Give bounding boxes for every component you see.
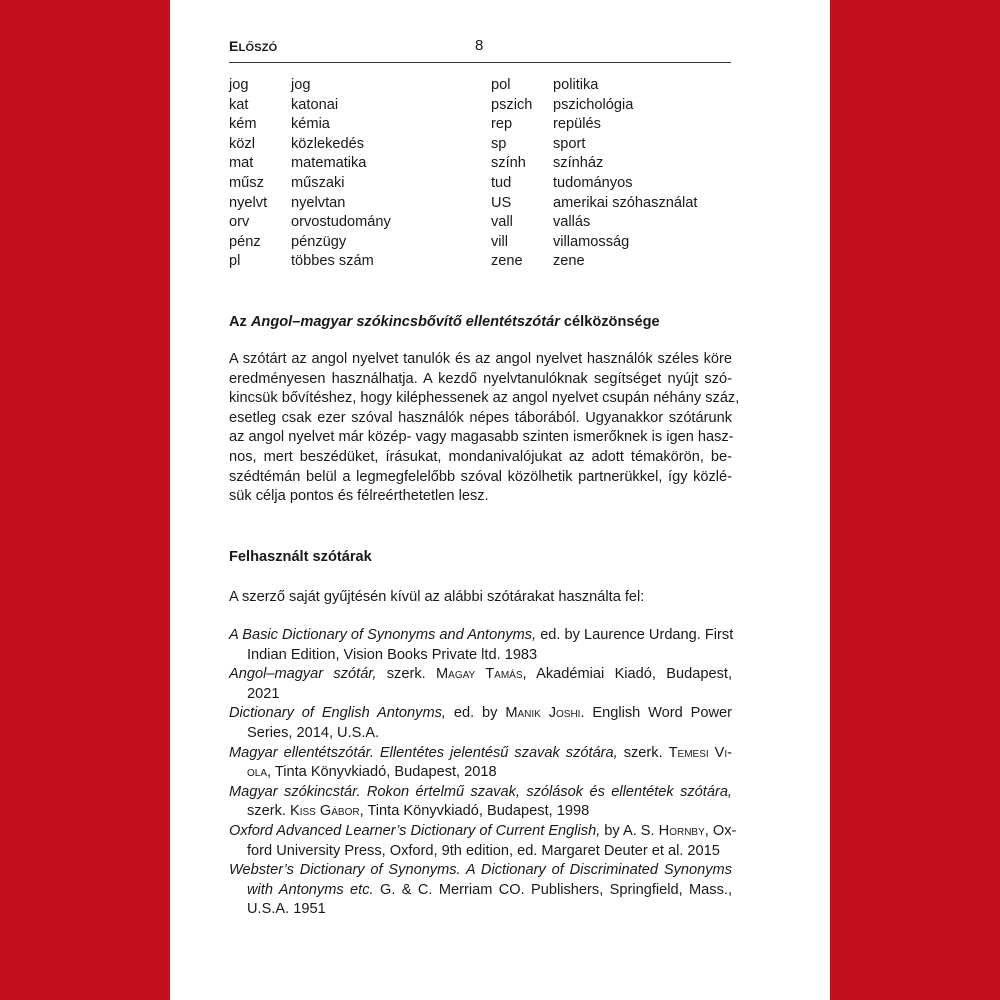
reference-text: , Ox- bbox=[704, 822, 737, 839]
abbreviation-meaning: vallás bbox=[553, 214, 591, 231]
abbreviation-meaning: pszichológia bbox=[553, 96, 634, 113]
audience-paragraph bbox=[229, 350, 740, 507]
abbreviation-meaning: katonai bbox=[291, 96, 339, 113]
abbreviation: kém bbox=[229, 116, 257, 133]
abbreviation-row bbox=[491, 154, 697, 174]
reference-title: Angol–magyar szótár, bbox=[229, 666, 377, 683]
reference-text: , Akadémiai Kiadó, Budapest, bbox=[522, 666, 733, 683]
abbreviation-meaning: színház bbox=[553, 155, 604, 172]
reference-entry bbox=[229, 783, 732, 822]
page-number: 8 bbox=[475, 37, 484, 54]
abbreviation-row bbox=[229, 233, 391, 253]
reference-entry bbox=[229, 665, 732, 704]
reference-text: ed. by bbox=[445, 705, 506, 722]
abbreviation-meaning: amerikai szóhasználat bbox=[553, 194, 698, 211]
abbreviation: közl bbox=[229, 135, 255, 152]
reference-entry bbox=[229, 744, 732, 783]
reference-author: Hornby bbox=[658, 822, 705, 839]
abbreviation-row bbox=[491, 96, 697, 116]
reference-title: Dictionary of English Antonyms, bbox=[229, 705, 446, 722]
reference-line bbox=[229, 704, 732, 724]
paragraph-line: nos, mert beszédüket, írásukat, mondanivalójukat az adott témakörön, be- bbox=[229, 448, 732, 465]
reference-text: , Tinta Könyvkiadó, Budapest, 2018 bbox=[267, 764, 497, 781]
abbreviation-row bbox=[491, 115, 697, 135]
running-header bbox=[229, 38, 731, 63]
abbreviation-meaning: műszaki bbox=[291, 174, 345, 191]
reference-line bbox=[229, 685, 732, 705]
reference-text: szerk. bbox=[617, 744, 669, 761]
abbreviation: műsz bbox=[229, 174, 264, 191]
paragraph-line: szédtémán belül a legmegfelelőbb szóval közölhetik partnerükkel, így közlé- bbox=[229, 468, 732, 485]
reference-text: . English Word Power bbox=[580, 705, 732, 722]
abbreviation: pl bbox=[229, 253, 241, 270]
abbreviation: pol bbox=[491, 77, 511, 93]
reference-text: szerk. bbox=[247, 803, 290, 820]
abbreviation-meaning: repülés bbox=[553, 116, 601, 133]
abbreviation-row bbox=[229, 174, 391, 194]
abbreviation-row bbox=[491, 135, 697, 155]
abbreviation-meaning: sport bbox=[553, 135, 586, 152]
reference-title: with Antonyms etc. bbox=[247, 881, 374, 898]
abbreviation-meaning: jog bbox=[291, 77, 311, 93]
reference-title: Webster’s Dictionary of Synonyms. A Dictionary of Discriminated Synonyms bbox=[229, 862, 732, 879]
reference-text: ford University Press, Oxford, 9th edition, ed. Margaret Deuter et al. 2015 bbox=[247, 842, 720, 859]
reference-title: A Basic Dictionary of Synonyms and Antonyms, bbox=[229, 627, 537, 643]
reference-entry bbox=[229, 822, 737, 861]
reference-line bbox=[229, 783, 732, 803]
reference-title: Oxford Advanced Learner’s Dictionary of Current English, bbox=[229, 822, 601, 839]
abbreviation: jog bbox=[229, 77, 249, 93]
reference-author: Manik Joshi bbox=[505, 705, 581, 722]
paragraph-line: eredményesen használhatja. A kezdő nyelvtanulóknak segítséget nyújt szó- bbox=[229, 370, 732, 387]
reference-text: ed. by Laurence Urdang. First bbox=[536, 627, 734, 643]
abbreviation-meaning: nyelvtan bbox=[291, 194, 346, 211]
reference-line bbox=[229, 900, 732, 920]
abbreviation-row bbox=[229, 115, 391, 135]
abbreviation-row bbox=[491, 174, 697, 194]
abbreviation-row bbox=[491, 252, 697, 272]
reference-line bbox=[229, 822, 737, 842]
abbreviation-row bbox=[491, 213, 697, 233]
reference-line bbox=[229, 861, 732, 881]
reference-line bbox=[229, 665, 732, 685]
abbreviation-list-left bbox=[229, 76, 391, 272]
reference-entry bbox=[229, 861, 732, 920]
reference-text: 2021 bbox=[247, 685, 280, 702]
reference-text: U.S.A. 1951 bbox=[247, 901, 326, 918]
reference-line bbox=[229, 744, 732, 764]
reference-text: Series, 2014, U.S.A. bbox=[247, 724, 380, 741]
book-page bbox=[170, 0, 830, 1000]
abbreviation-meaning: tudományos bbox=[553, 174, 633, 191]
abbreviation-row bbox=[229, 213, 391, 233]
reference-text: Indian Edition, Vision Books Private ltd. 1983 bbox=[247, 646, 538, 663]
abbreviation: nyelvt bbox=[229, 194, 268, 211]
reference-line bbox=[229, 802, 732, 822]
reference-line bbox=[229, 842, 732, 862]
paragraph-line: az angol nyelvet már közép- vagy magasabb szinten ismerőknek is igen hasz- bbox=[229, 429, 734, 446]
abbreviation-row bbox=[229, 194, 391, 214]
reference-author: Kiss Gábor bbox=[289, 803, 360, 820]
reference-author: Temesi Vi- bbox=[668, 744, 732, 761]
abbreviation: zene bbox=[491, 253, 523, 270]
abbreviation-meaning: orvostudomány bbox=[291, 214, 391, 231]
paragraph-line: kincsük bővítéshez, hogy kiléphessenek az angol nyelvet csupán néhány száz, bbox=[229, 390, 740, 407]
abbreviation-row bbox=[491, 194, 697, 214]
reference-text: by A. S. bbox=[600, 822, 659, 839]
abbreviation: orv bbox=[229, 214, 250, 231]
abbreviation-list-right bbox=[491, 76, 697, 272]
abbreviation-row bbox=[229, 96, 391, 116]
abbreviation: rep bbox=[491, 116, 513, 133]
reference-entry bbox=[229, 626, 732, 665]
section-heading-audience: Az Angol–magyar szókincsbővítő ellentétszótár célközönsége bbox=[229, 314, 660, 330]
reference-author: Magay Tamás bbox=[436, 666, 523, 683]
abbreviation: mat bbox=[229, 155, 254, 172]
abbreviation: pénz bbox=[229, 233, 261, 250]
abbreviation-row bbox=[491, 76, 697, 96]
sources-intro: A szerző saját gyűjtésén kívül az alábbi szótárakat használta fel: bbox=[229, 589, 645, 605]
reference-list bbox=[229, 626, 737, 920]
paragraph-line: A szótárt az angol nyelvet tanulók és az angol nyelvet használók széles köre bbox=[229, 351, 732, 367]
paragraph-line: esetleg csak ezer szóval használók népes táborából. Ugyanakkor szótárunk bbox=[229, 409, 732, 426]
abbreviation: szính bbox=[491, 155, 526, 172]
abbreviation-meaning: pénzügy bbox=[291, 233, 347, 250]
abbreviation: kat bbox=[229, 96, 249, 113]
reference-line bbox=[229, 646, 732, 666]
reference-title: Magyar szókincstár. Rokon értelmű szavak, szólások és ellentétek szótára, bbox=[229, 783, 732, 800]
abbreviation-meaning: közlekedés bbox=[291, 135, 365, 152]
abbreviation-meaning: többes szám bbox=[291, 253, 374, 270]
reference-author: ola bbox=[247, 764, 268, 781]
abbreviation: tud bbox=[491, 174, 512, 191]
chapter-title: ELŐSZÓ bbox=[229, 38, 278, 54]
reference-line bbox=[229, 724, 732, 744]
reference-title: Magyar ellentétszótár. Ellentétes jelentésű szavak szótára, bbox=[229, 744, 618, 761]
paragraph-line: sük célja pontos és félreérthetetlen lesz. bbox=[229, 488, 489, 505]
abbreviation-row bbox=[229, 252, 391, 272]
abbreviation-meaning: zene bbox=[553, 253, 585, 270]
reference-entry bbox=[229, 704, 732, 743]
abbreviation: vill bbox=[491, 233, 509, 250]
abbreviation-meaning: kémia bbox=[291, 116, 330, 133]
abbreviation: vall bbox=[491, 214, 513, 231]
abbreviation-meaning: matematika bbox=[291, 155, 367, 172]
abbreviation: sp bbox=[491, 135, 507, 152]
abbreviation-row bbox=[491, 233, 697, 253]
reference-text: G. & C. Merriam CO. Publishers, Springfield, Mass., bbox=[373, 881, 732, 898]
reference-line bbox=[229, 626, 732, 646]
abbreviation-meaning: politika bbox=[553, 77, 599, 93]
reference-line bbox=[229, 763, 732, 783]
reference-text: , Tinta Könyvkiadó, Budapest, 1998 bbox=[359, 803, 590, 820]
section-heading-sources: Felhasznált szótárak bbox=[229, 549, 372, 565]
abbreviation-row bbox=[229, 154, 391, 174]
reference-line bbox=[229, 881, 732, 901]
reference-text: szerk. bbox=[376, 666, 436, 683]
abbreviation: US bbox=[491, 194, 512, 211]
abbreviation: pszich bbox=[491, 96, 533, 113]
abbreviation-row bbox=[229, 135, 391, 155]
abbreviation-meaning: villamosság bbox=[553, 233, 630, 250]
abbreviation-row bbox=[229, 76, 391, 96]
